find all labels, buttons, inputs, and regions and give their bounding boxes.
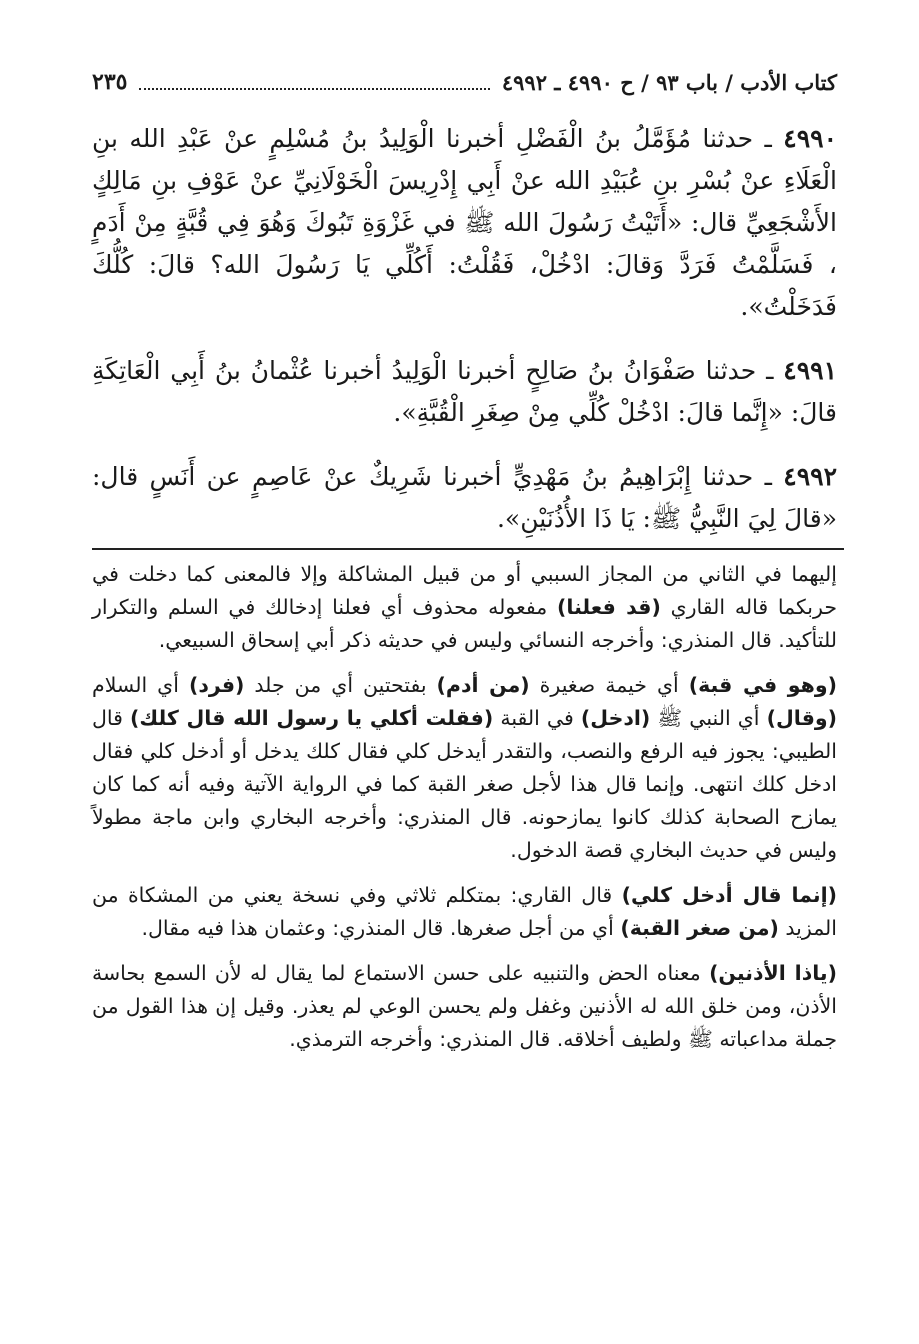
commentary-bold-term: (فرد)	[188, 673, 245, 697]
commentary-bold-term: (وقال)	[766, 706, 837, 730]
commentary-bold-term: (قد فعلنا)	[557, 595, 661, 619]
running-header	[92, 64, 837, 100]
commentary-text: معناه الحض والتنبيه على حسن الاستماع لما يقال له لأن السمع بحاسة الأذن، ومن خلق الله له الأذنين وغفل ولم يحسن الوعي لم يعذر. وقيل إن هذا القول من جملة مداعباته ﷺ ولطيف أخلاقه. قال المنذري: وأخرجه الترمذي.	[92, 961, 837, 1051]
hadith-4991	[92, 350, 837, 434]
leader-dots	[139, 74, 489, 90]
commentary-bold-term: (ادخل)	[580, 706, 651, 730]
commentary-paragraph	[92, 957, 837, 1056]
hadith-section	[92, 118, 837, 562]
hadith-number: ٤٩٩١	[783, 356, 837, 385]
commentary-text: قال القاري: بمتكلم ثلاثي وفي نسخة يعني من المشكاة من المزيد	[92, 883, 837, 940]
commentary-paragraph	[92, 879, 837, 945]
commentary-text: قال الطيبي: يجوز فيه الرفع والنصب، والتقدر أيدخل كلي فقال كلك يدخل أو أدخل كلي فقال ادخل كلك انتهى. وإنما قال هذا لأجل صغر القبة كما في الرواية الآتية وفيه أنه كما كان يمازح الصحابة كذلك كانوا يمازحونه. قال المنذري: وأخرجه البخاري وابن ماجة مطولاً وليس في حديث البخاري قصة الدخول.	[92, 706, 837, 862]
hadith-4992	[92, 456, 837, 540]
commentary-bold-term: (من صغر القبة)	[620, 916, 779, 940]
hadith-4990	[92, 118, 837, 328]
footnote-divider	[92, 548, 844, 550]
commentary-text: أي السلام	[92, 673, 189, 697]
commentary-bold-term: (إنما قال أدخل كلي)	[621, 883, 838, 907]
commentary-text: أي النبي ﷺ	[650, 706, 767, 730]
commentary-paragraph	[92, 558, 837, 657]
commentary-bold-term: (ياذا الأذنين)	[709, 961, 837, 985]
commentary-paragraph	[92, 669, 837, 867]
running-title: كتاب الأدب / باب ٩٣ / ح ٤٩٩٠ ـ ٤٩٩٢	[501, 69, 837, 95]
hadith-number: ٤٩٩٠	[783, 124, 837, 153]
commentary-bold-term: (من أدم)	[436, 673, 530, 697]
commentary-text: بفتحتين أي من جلد	[244, 673, 437, 697]
commentary-bold-term: (وهو في قبة)	[688, 673, 837, 697]
commentary-text: إليهما في الثاني من المجاز السببي أو من قبيل المشاكلة وإلا فالمعنى كما دخلت في حربكما قاله القاري	[92, 562, 837, 619]
hadith-number: ٤٩٩٢	[783, 462, 837, 491]
commentary-bold-term: (فقلت أكلي يا رسول الله قال كلك)	[130, 706, 494, 730]
page-number: ٢٣٥	[92, 69, 128, 95]
hadith-text: ـ حدثنا إِبْرَاهِيمُ بنُ مَهْدِيٍّ أخبرنا شَرِيكٌ عنْ عَاصِمٍ عن أَنَسٍ قال: «قالَ لِيَ النَّبِيُّ ﷺ: يَا ذَا الأُذُنَيْنِ».	[92, 462, 837, 533]
hadith-text: ـ حدثنا مُؤَمَّلُ بنُ الْفَضْلِ أخبرنا الْوَلِيدُ بنُ مُسْلِمٍ عنْ عَبْدِ الله بنِ الْعَلَاءِ عنْ بُسْرِ بنِ عُبَيْدِ الله عنْ أَبِي إِدْرِيسَ الْخَوْلَانِيِّ عنْ عَوْفِ بنِ مَالِكٍ الأَشْجَعِيِّ قال: «أَتَيْتُ رَسُولَ الله ﷺ في غَزْوَةِ تَبُوكَ وَهُوَ فِي قُبَّةٍ مِنْ أَدَمٍ ، فَسَلَّمْتُ فَرَدَّ وَقالَ: ادْخُلْ، فَقُلْتُ: أَكُلِّي يَا رَسُولَ الله؟ قالَ: كُلُّكَ فَدَخَلْتُ».	[92, 124, 837, 321]
commentary-text: أي خيمة صغيرة	[529, 673, 689, 697]
commentary-text: مفعوله محذوف أي فعلنا إدخالك في السلم والتكرار للتأكيد. قال المنذري: وأخرجه النسائي وليس في حديثه ذكر أبي إسحاق السبيعي.	[92, 595, 837, 652]
commentary-text: أي من أجل صغرها. قال المنذري: وعثمان هذا فيه مقال.	[141, 916, 621, 940]
commentary-text: في القبة	[493, 706, 581, 730]
hadith-text: ـ حدثنا صَفْوَانُ بنُ صَالِحٍ أخبرنا الْوَلِيدُ أخبرنا عُثْمانُ بنُ أَبِي الْعَاتِكَةِ قالَ: «إِنَّما قالَ: ادْخُلْ كُلِّي مِنْ صِغَرِ الْقُبَّةِ».	[92, 356, 837, 427]
commentary-section	[92, 558, 837, 1068]
